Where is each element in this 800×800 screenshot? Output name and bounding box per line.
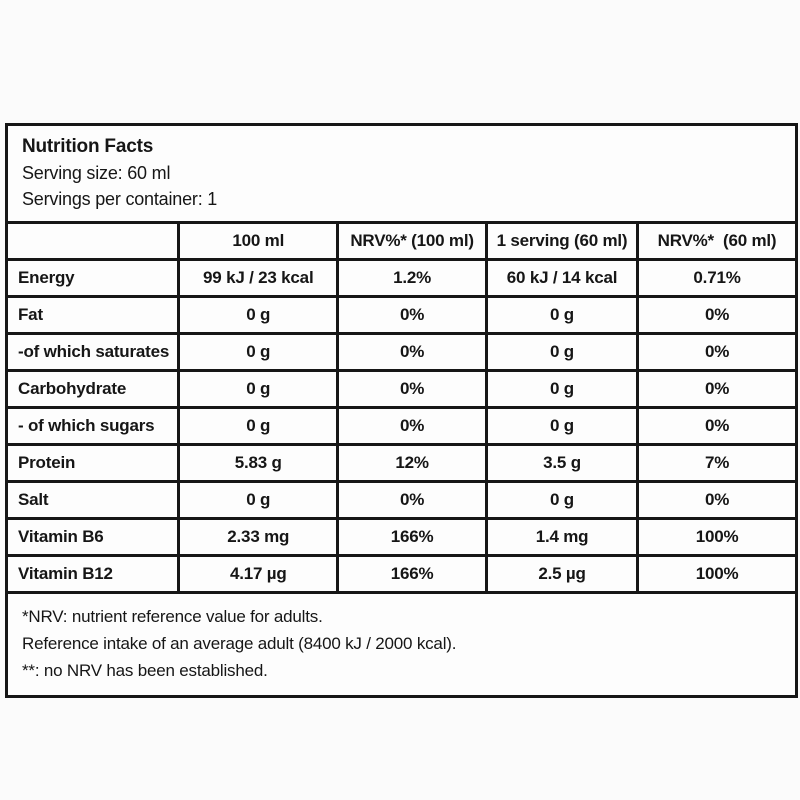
value-100ml: 0 g xyxy=(179,371,338,408)
nutrient-label: Vitamin B6 xyxy=(8,519,179,556)
value-serving: 2.5 µg xyxy=(486,556,637,592)
value-serving: 0 g xyxy=(486,334,637,371)
value-nrv-serving: 0% xyxy=(638,371,795,408)
value-serving: 60 kJ / 14 kcal xyxy=(486,260,637,297)
value-nrv-100ml: 1.2% xyxy=(338,260,487,297)
value-serving: 0 g xyxy=(486,297,637,334)
value-nrv-100ml: 0% xyxy=(338,297,487,334)
value-serving: 3.5 g xyxy=(486,445,637,482)
nutrition-table xyxy=(8,224,795,591)
value-nrv-serving: 0% xyxy=(638,408,795,445)
value-100ml: 99 kJ / 23 kcal xyxy=(179,260,338,297)
nutrition-facts-panel xyxy=(5,123,798,698)
nutrient-label: Carbohydrate xyxy=(8,371,179,408)
value-nrv-100ml: 0% xyxy=(338,482,487,519)
footnote-nrv: *NRV: nutrient reference value for adults. xyxy=(22,607,323,626)
column-header-nrv-100ml: NRV%* (100 ml) xyxy=(338,224,487,260)
value-nrv-serving: 0.71% xyxy=(638,260,795,297)
value-100ml: 0 g xyxy=(179,334,338,371)
value-serving: 1.4 mg xyxy=(486,519,637,556)
table-row-carbohydrate xyxy=(8,371,795,408)
nutrient-label: Salt xyxy=(8,482,179,519)
value-nrv-serving: 7% xyxy=(638,445,795,482)
panel-footer xyxy=(8,591,795,695)
table-header-row xyxy=(8,224,795,260)
value-nrv-serving: 100% xyxy=(638,556,795,592)
value-nrv-serving: 0% xyxy=(638,482,795,519)
panel-header xyxy=(8,126,795,224)
value-nrv-100ml: 0% xyxy=(338,371,487,408)
nutrient-label: - of which sugars xyxy=(8,408,179,445)
value-nrv-serving: 0% xyxy=(638,334,795,371)
table-row-vitamin-b6 xyxy=(8,519,795,556)
column-header-nrv-serving: NRV%* (60 ml) xyxy=(638,224,795,260)
table-row-salt xyxy=(8,482,795,519)
value-100ml: 0 g xyxy=(179,297,338,334)
table-row-energy xyxy=(8,260,795,297)
table-row-saturates xyxy=(8,334,795,371)
serving-size-text: Serving size: 60 ml xyxy=(22,163,171,183)
footnote-no-nrv: **: no NRV has been established. xyxy=(22,661,268,680)
value-serving: 0 g xyxy=(486,482,637,519)
panel-title: Nutrition Facts xyxy=(22,136,154,157)
value-100ml: 0 g xyxy=(179,482,338,519)
value-nrv-100ml: 12% xyxy=(338,445,487,482)
servings-per-container-text: Servings per container: 1 xyxy=(22,189,218,209)
column-header-serving: 1 serving (60 ml) xyxy=(486,224,637,260)
footnote-reference-intake: Reference intake of an average adult (8400 kJ / 2000 kcal). xyxy=(22,634,457,653)
nutrient-label: -of which saturates xyxy=(8,334,179,371)
value-serving: 0 g xyxy=(486,371,637,408)
table-row-sugars xyxy=(8,408,795,445)
value-nrv-100ml: 166% xyxy=(338,519,487,556)
value-100ml: 4.17 µg xyxy=(179,556,338,592)
value-100ml: 5.83 g xyxy=(179,445,338,482)
nutrient-label: Energy xyxy=(8,260,179,297)
value-nrv-serving: 0% xyxy=(638,297,795,334)
column-header-empty xyxy=(8,224,179,260)
value-nrv-100ml: 0% xyxy=(338,334,487,371)
table-row-vitamin-b12 xyxy=(8,556,795,592)
column-header-100ml: 100 ml xyxy=(179,224,338,260)
nutrient-label: Fat xyxy=(8,297,179,334)
value-nrv-serving: 100% xyxy=(638,519,795,556)
nutrient-label: Protein xyxy=(8,445,179,482)
table-row-protein xyxy=(8,445,795,482)
value-nrv-100ml: 166% xyxy=(338,556,487,592)
value-100ml: 0 g xyxy=(179,408,338,445)
table-row-fat xyxy=(8,297,795,334)
value-serving: 0 g xyxy=(486,408,637,445)
nutrient-label: Vitamin B12 xyxy=(8,556,179,592)
value-nrv-100ml: 0% xyxy=(338,408,487,445)
value-100ml: 2.33 mg xyxy=(179,519,338,556)
